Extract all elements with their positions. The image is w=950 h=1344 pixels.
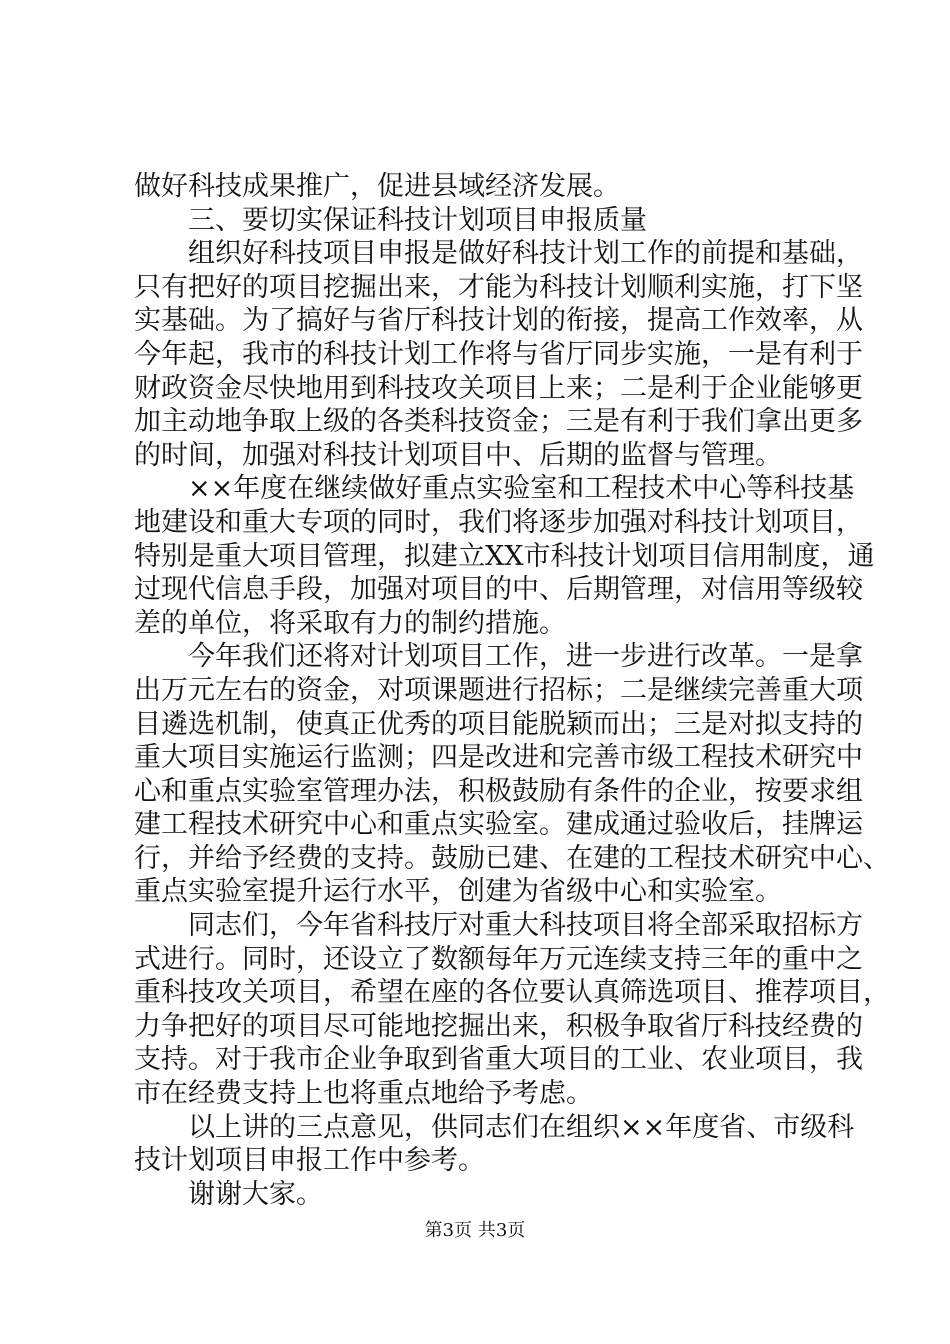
text-line: 今年我们还将对计划项目工作，进一步进行改革。一是拿	[188, 641, 863, 673]
document-body	[134, 170, 890, 1211]
text-line: 同志们，今年省科技厅对重大科技项目将全部采取招标方	[188, 910, 863, 942]
text-line: 目遴选机制，使真正优秀的项目能脱颖而出；三是对拟支持的	[134, 708, 863, 740]
text-line: 的时间，加强对科技计划项目中、后期的监督与管理。	[134, 439, 782, 471]
text-line: 财政资金尽快地用到科技攻关项目上来；二是利于企业能够更	[134, 372, 863, 404]
text-line: 建工程技术研究中心和重点实验室。建成通过验收后，挂牌运	[134, 809, 863, 841]
text-line: 加主动地争取上级的各类科技资金；三是有利于我们拿出更多	[134, 406, 863, 438]
text-line: 特别是重大项目管理，拟建立XX市科技计划项目信用制度，通	[134, 540, 875, 572]
text-line: 行，并给予经费的支持。鼓励已建、在建的工程技术研究中心、	[134, 842, 890, 874]
text-line: 只有把好的项目挖掘出来，才能为科技计划顺利实施，打下坚	[134, 271, 863, 303]
text-line: 出万元左右的资金，对项课题进行招标；二是继续完善重大项	[134, 674, 863, 706]
text-line: ××年度在继续做好重点实验室和工程技术中心等科技基	[188, 473, 855, 505]
text-line: 市在经费支持上也将重点地给予考虑。	[134, 1078, 593, 1110]
text-line: 支持。对于我市企业争取到省重大项目的工业、农业项目，我	[134, 1044, 863, 1076]
text-line: 式进行。同时，还设立了数额每年万元连续支持三年的重中之	[134, 943, 863, 975]
text-line: 心和重点实验室管理办法，积极鼓励有条件的企业，按要求组	[134, 775, 863, 807]
text-line: 做好科技成果推广，促进县域经济发展。	[134, 171, 620, 202]
text-line: 技计划项目申报工作中参考。	[134, 1145, 485, 1177]
page-number-footer: 第3页 共3页	[424, 1220, 526, 1241]
text-line: 以上讲的三点意见，供同志们在组织××年度省、市级科	[188, 1111, 855, 1143]
text-line: 重科技攻关项目，希望在座的各位要认真筛选项目、推荐项目，	[134, 977, 890, 1009]
text-line: 重点实验室提升运行水平，创建为省级中心和实验室。	[134, 876, 782, 908]
text-line: 今年起，我市的科技计划工作将与省厅同步实施，一是有利于	[134, 338, 863, 370]
text-line: 地建设和重大专项的同时，我们将逐步加强对科技计划项目，	[134, 506, 863, 538]
text-line: 力争把好的项目尽可能地挖掘出来，积极争取省厅科技经费的	[134, 1010, 863, 1042]
text-line: 差的单位，将采取有力的制约措施。	[134, 607, 566, 639]
text-line: 组织好科技项目申报是做好科技计划工作的前提和基础，	[188, 238, 863, 270]
text-line: 过现代信息手段，加强对项目的中、后期管理，对信用等级较	[134, 574, 863, 606]
text-line: 实基础。为了搞好与省厅科技计划的衔接，提高工作效率，从	[134, 305, 863, 337]
text-line: 重大项目实施运行监测；四是改进和完善市级工程技术研究中	[134, 742, 863, 774]
text-line: 谢谢大家。	[188, 1178, 323, 1210]
section-heading: 三、要切实保证科技计划项目申报质量	[188, 204, 647, 236]
